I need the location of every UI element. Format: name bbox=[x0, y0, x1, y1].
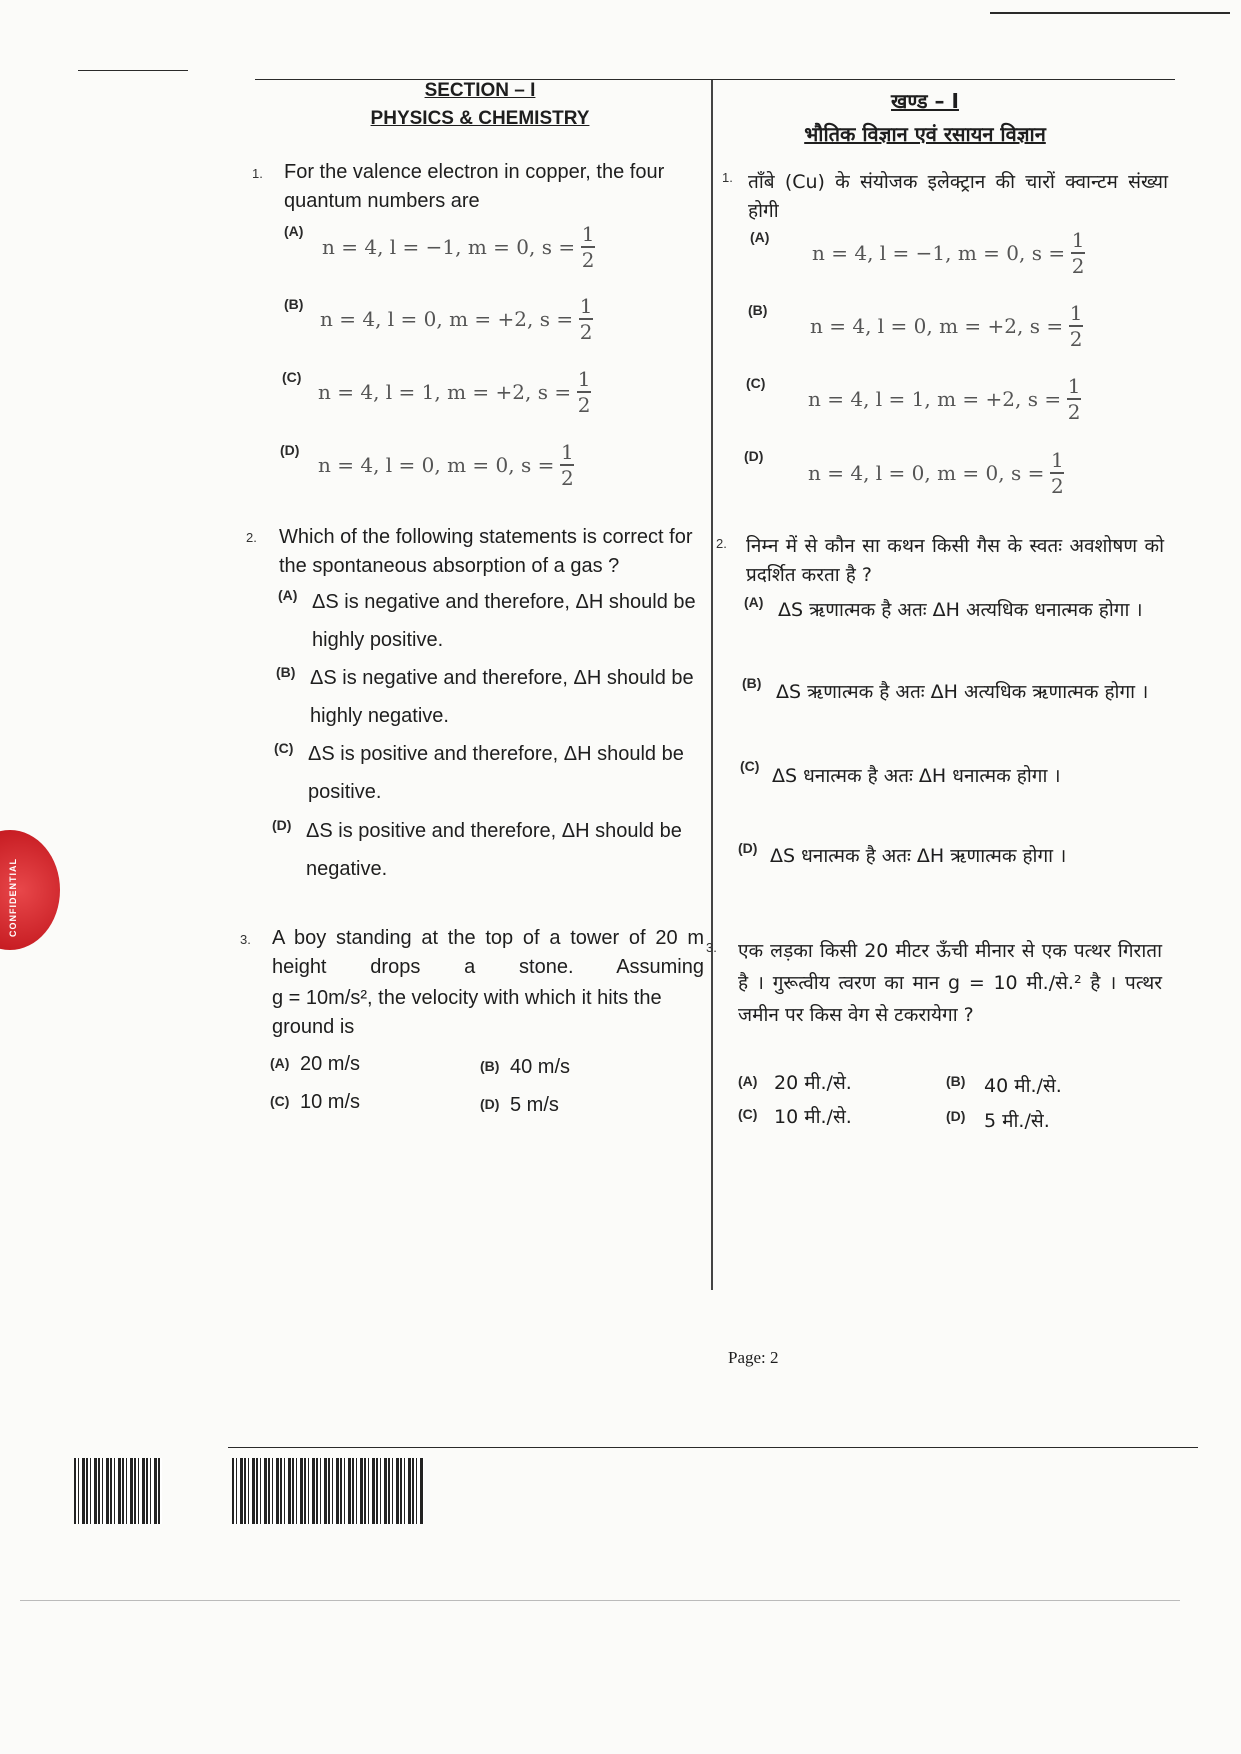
fraction: $\frac{1}{2}$ bbox=[577, 367, 591, 417]
barcode-left bbox=[74, 1458, 162, 1524]
hi-q1-option-b bbox=[810, 301, 1083, 351]
hi-q3-option-a: 20 मी./से. bbox=[774, 1072, 852, 1094]
hi-q3-option-b-label: (B) bbox=[946, 1073, 966, 1089]
en-section-title: SECTION – I bbox=[424, 80, 536, 101]
fraction: $\frac{1}{2}$ bbox=[1071, 228, 1085, 278]
en-q2-option-a: ΔS is negative and therefore, ΔH should be highly positive. bbox=[312, 591, 696, 651]
hi-q3-number: 3. bbox=[706, 940, 717, 955]
en-q3-option-d-label: (D) bbox=[480, 1096, 500, 1112]
hi-q1-option-a bbox=[812, 228, 1085, 278]
hi-q1-option-b-label: (B) bbox=[748, 302, 768, 318]
en-q3-option-d: 5 m/s bbox=[510, 1094, 559, 1116]
en-q2-text: Which of the following statements is correct for the spontaneous absorption of a gas ? bbox=[279, 526, 693, 577]
hi-q2-text: निम्न में से कौन सा कथन किसी गैस के स्वतः अवशोषण को प्रदर्शित करता है ? bbox=[746, 535, 1164, 586]
en-q2-option-d-label: (D) bbox=[272, 817, 292, 833]
hi-q1-option-c-label: (C) bbox=[746, 375, 766, 391]
hi-q1-option-a-label: (A) bbox=[750, 229, 770, 245]
en-q3-option-c-label: (C) bbox=[270, 1093, 290, 1109]
en-q1-option-b-label: (B) bbox=[284, 296, 304, 312]
footer-rule bbox=[228, 1447, 1198, 1448]
en-q2-option-b-label: (B) bbox=[276, 664, 296, 680]
hi-q2-option-b-label: (B) bbox=[742, 675, 762, 691]
en-q2-option-c-label: (C) bbox=[274, 740, 294, 756]
en-q2-option-c: ΔS is positive and therefore, ΔH should be positive. bbox=[308, 743, 684, 803]
en-q1-number: 1. bbox=[252, 166, 263, 181]
top-right-rule bbox=[990, 12, 1230, 14]
top-left-rule bbox=[78, 70, 188, 71]
en-q1-option-b bbox=[320, 294, 593, 344]
en-q1-option-c-label: (C) bbox=[282, 369, 302, 385]
page-number: Page: 2 bbox=[728, 1348, 779, 1367]
fraction: $\frac{1}{2}$ bbox=[581, 222, 595, 272]
en-q3-option-b-label: (B) bbox=[480, 1058, 500, 1074]
hi-subject-title: भौतिक विज्ञान एवं रसायन विज्ञान bbox=[804, 122, 1046, 146]
hi-q3-option-c-label: (C) bbox=[738, 1106, 758, 1122]
hi-q1-option-d-label: (D) bbox=[744, 448, 764, 464]
hi-q2-option-c-label: (C) bbox=[740, 758, 760, 774]
fraction: $\frac{1}{2}$ bbox=[1050, 448, 1064, 498]
hi-q1-option-d bbox=[808, 448, 1064, 498]
en-q1-option-a-label: (A) bbox=[284, 223, 304, 239]
hi-q3-option-d-label: (D) bbox=[946, 1108, 966, 1124]
column-divider bbox=[711, 80, 713, 1290]
en-q2-option-d: ΔS is positive and therefore, ΔH should be negative. bbox=[306, 820, 682, 880]
en-q2-option-b: ΔS is negative and therefore, ΔH should be highly negative. bbox=[310, 667, 694, 727]
en-q1-option-d-label: (D) bbox=[280, 442, 300, 458]
bottom-scan-line bbox=[20, 1600, 1180, 1601]
en-q3-number: 3. bbox=[240, 932, 251, 947]
math-expr: n = 4, l = 1, m = +2, s = bbox=[808, 386, 1062, 411]
hi-q1-number: 1. bbox=[722, 170, 733, 185]
en-subject-title: PHYSICS & CHEMISTRY bbox=[370, 108, 590, 129]
hi-q2-number: 2. bbox=[716, 536, 727, 551]
hi-q3-option-a-label: (A) bbox=[738, 1073, 758, 1089]
math-expr: n = 4, l = 0, m = 0, s = bbox=[318, 452, 555, 477]
hi-q2-option-b: ΔS ऋणात्मक है अतः ΔH अत्यधिक ऋणात्मक होगा । bbox=[776, 681, 1149, 703]
hi-q2-option-d-label: (D) bbox=[738, 840, 758, 856]
hi-q2-option-a-label: (A) bbox=[744, 594, 764, 610]
en-q2-option-a-label: (A) bbox=[278, 587, 298, 603]
barcode-right bbox=[232, 1458, 424, 1524]
hi-q3-text: एक लड़का किसी 20 मीटर ऊँची मीनार से एक पत्थर गिराता है । गुरूत्वीय त्वरण का मान g = 10 मी./से.² है । पत्थर जमीन पर किस वेग से टकरायेगा ? bbox=[738, 940, 1162, 1026]
math-expr: n = 4, l = 1, m = +2, s = bbox=[318, 379, 572, 404]
en-q3-option-a-label: (A) bbox=[270, 1055, 290, 1071]
en-q1-option-a bbox=[322, 222, 595, 272]
hi-section-title: खण्ड – I bbox=[891, 89, 959, 113]
hi-q2-option-a: ΔS ऋणात्मक है अतः ΔH अत्यधिक धनात्मक होगा । bbox=[778, 599, 1143, 621]
en-q1-option-d bbox=[318, 440, 574, 490]
en-q2-number: 2. bbox=[246, 530, 257, 545]
hi-q2-option-c: ΔS धनात्मक है अतः ΔH धनात्मक होगा । bbox=[772, 765, 1061, 787]
en-q3-option-b: 40 m/s bbox=[510, 1056, 571, 1078]
en-q3-text-b: g = 10m/s², the velocity with which it hits the ground is bbox=[272, 987, 662, 1038]
math-expr: n = 4, l = 0, m = +2, s = bbox=[810, 313, 1064, 338]
hi-q2-option-d: ΔS धनात्मक है अतः ΔH ऋणात्मक होगा । bbox=[770, 845, 1067, 867]
hi-q1-text: ताँबे (Cu) के संयोजक इलेक्ट्रान की चारों क्वान्टम संख्या होगी bbox=[748, 171, 1168, 222]
math-expr: n = 4, l = −1, m = 0, s = bbox=[812, 240, 1066, 265]
en-q3-option-a: 20 m/s bbox=[300, 1053, 361, 1075]
hi-q3-option-d: 5 मी./से. bbox=[984, 1110, 1050, 1132]
hi-q1-option-c bbox=[808, 374, 1081, 424]
en-q3-option-c: 10 m/s bbox=[300, 1091, 361, 1113]
en-q1-option-c bbox=[318, 367, 591, 417]
math-expr: n = 4, l = −1, m = 0, s = bbox=[322, 234, 576, 259]
hi-q3-option-b: 40 मी./से. bbox=[984, 1075, 1062, 1097]
math-expr: n = 4, l = 0, m = 0, s = bbox=[808, 460, 1045, 485]
en-q3-text-a: A boy standing at the top of a tower of 20 m height drops a stone. Assuming bbox=[272, 927, 704, 978]
hi-q3-option-c: 10 मी./से. bbox=[774, 1106, 852, 1128]
fraction: $\frac{1}{2}$ bbox=[1067, 374, 1081, 424]
fraction: $\frac{1}{2}$ bbox=[560, 440, 574, 490]
fraction: $\frac{1}{2}$ bbox=[579, 294, 593, 344]
fraction: $\frac{1}{2}$ bbox=[1069, 301, 1083, 351]
math-expr: n = 4, l = 0, m = +2, s = bbox=[320, 306, 574, 331]
en-q1-text: For the valence electron in copper, the four quantum numbers are bbox=[284, 161, 665, 212]
seal-text: CONFIDENTIAL bbox=[8, 858, 18, 937]
